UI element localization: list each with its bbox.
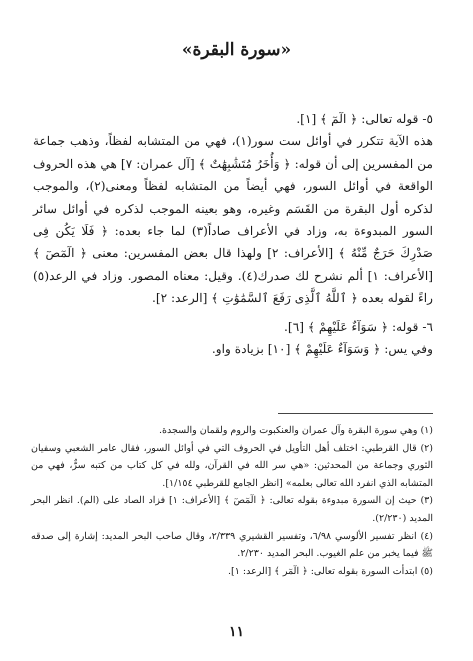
footnote-4: (٤) انظر تفسير الألوسي ٦/٩٨، وتفسير القشيري ٢/٣٣٩، وقال صاحب البحر المديد: إشارة إلى صدقه ﷺ فيما يخبر من علم الغيوب. البحر المديد ٢/٢٣٠. (31, 530, 433, 560)
page-number: ١١ (228, 624, 245, 640)
footnotes (31, 422, 433, 580)
footnote-5: (٥) ابتدأت السورة بقوله تعالى: ﴿ الٓمٓر ﴾ [الرعد: ١]. (228, 565, 433, 577)
commentary-paragraph: هذه الآية تتكرر في أوائل ست سور(١)، فهي من المتشابه لفظاً، وذهب جماعة من المفسرين إلى أن قوله: ﴿ وَأُخَرُ مُتَشَٰبِهَٰتٌ ﴾ [آل عمران: ٧] هي هذه الحروف الواقعة في أوائل السور، فهي أيضاً من المتشابه لفظاً ومعنى(٢)، والموجب لذكره أول البقرة من القَسَم وغيره، وهو بعينه الموجب لذكره في أوائل سائر السور المبدوءة به، وزاد في الأعراف صاداً(٣) لما جاء بعده: ﴿ فَلَا يَكُن فِى صَدْرِكَ حَرَجٌ مِّنْهُ ﴾ [الأعراف: ٢] ولهذا قال بعض المفسرين: معنى ﴿ الٓمٓصٓ ﴾ [الأعراف: ١] ألم نشرح لك صدرك(٤). وقيل: معناه المصور. وزاد في الرعد(٥) راءً لقوله بعده ﴿ ٱللَّهُ ٱلَّذِى رَفَعَ ٱلسَّمَٰوَٰتِ ﴾ [الرعد: ٢]. (33, 134, 434, 306)
footnote-2: (٢) قال القرطبي: اختلف أهل التأويل في الحروف التي في أوائل السور، فقال عامر الشعبي وسفيان الثوري وجماعة من المحدثين: «هي سر الله في القرآن، ولله في كل كتاب من كتبه سرٌّ، فهي من المتشابه الذي انفرد الله تعالى بعلمه» [انظر الجامع للقرطبي ١/١٥٤]. (31, 442, 433, 489)
verse-heading-5: ٥- قوله تعالى: ﴿ الٓمٓ ﴾ [١]. (296, 112, 433, 126)
surah-title: «سورة البقرة» (181, 40, 292, 60)
yasin-comparison: وفي يس: ﴿ وَسَوَآءٌ عَلَيْهِمْ ﴾ [١٠] بزيادة واو. (211, 342, 433, 357)
footnote-1: (١) وهي سورة البقرة وآل عمران والعنكبوت والروم ولقمان والسجدة. (159, 425, 433, 436)
main-text (33, 108, 433, 360)
verse-heading-6: ٦- قوله: ﴿ سَوَآءٌ عَلَيْهِمْ ﴾ [٦]. (284, 319, 433, 334)
footnote-divider (278, 413, 433, 414)
footnote-3: (٣) حيث إن السورة مبدوءة بقوله تعالى: ﴿ الٓمٓصٓ ﴾ [الأعراف: ١] فزاد الصاد على (الم). انظر البحر المديد (٢/٢٣٠). (31, 495, 433, 524)
